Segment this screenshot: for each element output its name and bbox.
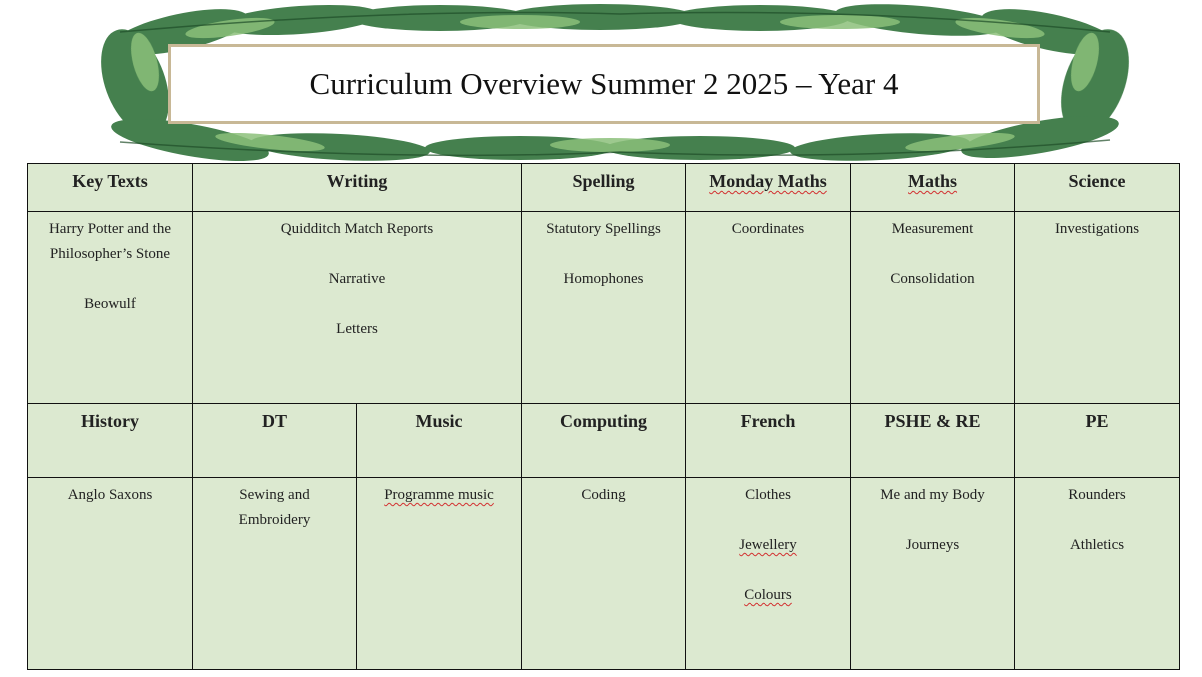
maths-cell: Measurement Consolidation	[851, 212, 1015, 404]
computing-cell: Coding	[522, 478, 686, 670]
header-maths: Maths	[851, 164, 1015, 212]
pshe-re-cell: Me and my Body Journeys	[851, 478, 1015, 670]
row1-content	[28, 212, 1180, 404]
french-cell: Clothes Jewellery Colours	[686, 478, 851, 670]
row2-headers	[28, 404, 1180, 478]
science-cell: Investigations	[1015, 212, 1180, 404]
header-history: History	[28, 404, 193, 478]
monday-maths-cell: Coordinates	[686, 212, 851, 404]
row2-content	[28, 478, 1180, 670]
header-monday-maths: Monday Maths	[686, 164, 851, 212]
dt-cell: Sewing and Embroidery	[193, 478, 357, 670]
spelling-cell: Statutory Spellings Homophones	[522, 212, 686, 404]
header-french: French	[686, 404, 851, 478]
history-cell: Anglo Saxons	[28, 478, 193, 670]
pe-cell: Rounders Athletics	[1015, 478, 1180, 670]
header-spelling: Spelling	[522, 164, 686, 212]
music-cell: Programme music	[357, 478, 522, 670]
row1-headers	[28, 164, 1180, 212]
header-key-texts: Key Texts	[28, 164, 193, 212]
header-writing: Writing	[193, 164, 522, 212]
title-banner	[100, 2, 1130, 164]
header-music: Music	[357, 404, 522, 478]
writing-cell: Quidditch Match Reports Narrative Letters	[193, 212, 522, 404]
curriculum-table	[27, 163, 1180, 670]
header-computing: Computing	[522, 404, 686, 478]
key-texts-cell: Harry Potter and the Philosopher’s Stone Beowulf	[28, 212, 193, 404]
title-box	[168, 44, 1040, 124]
header-pe: PE	[1015, 404, 1180, 478]
header-science: Science	[1015, 164, 1180, 212]
header-dt: DT	[193, 404, 357, 478]
page-title: Curriculum Overview Summer 2 2025 – Year 4	[309, 66, 899, 101]
header-pshe-re: PSHE & RE	[851, 404, 1015, 478]
